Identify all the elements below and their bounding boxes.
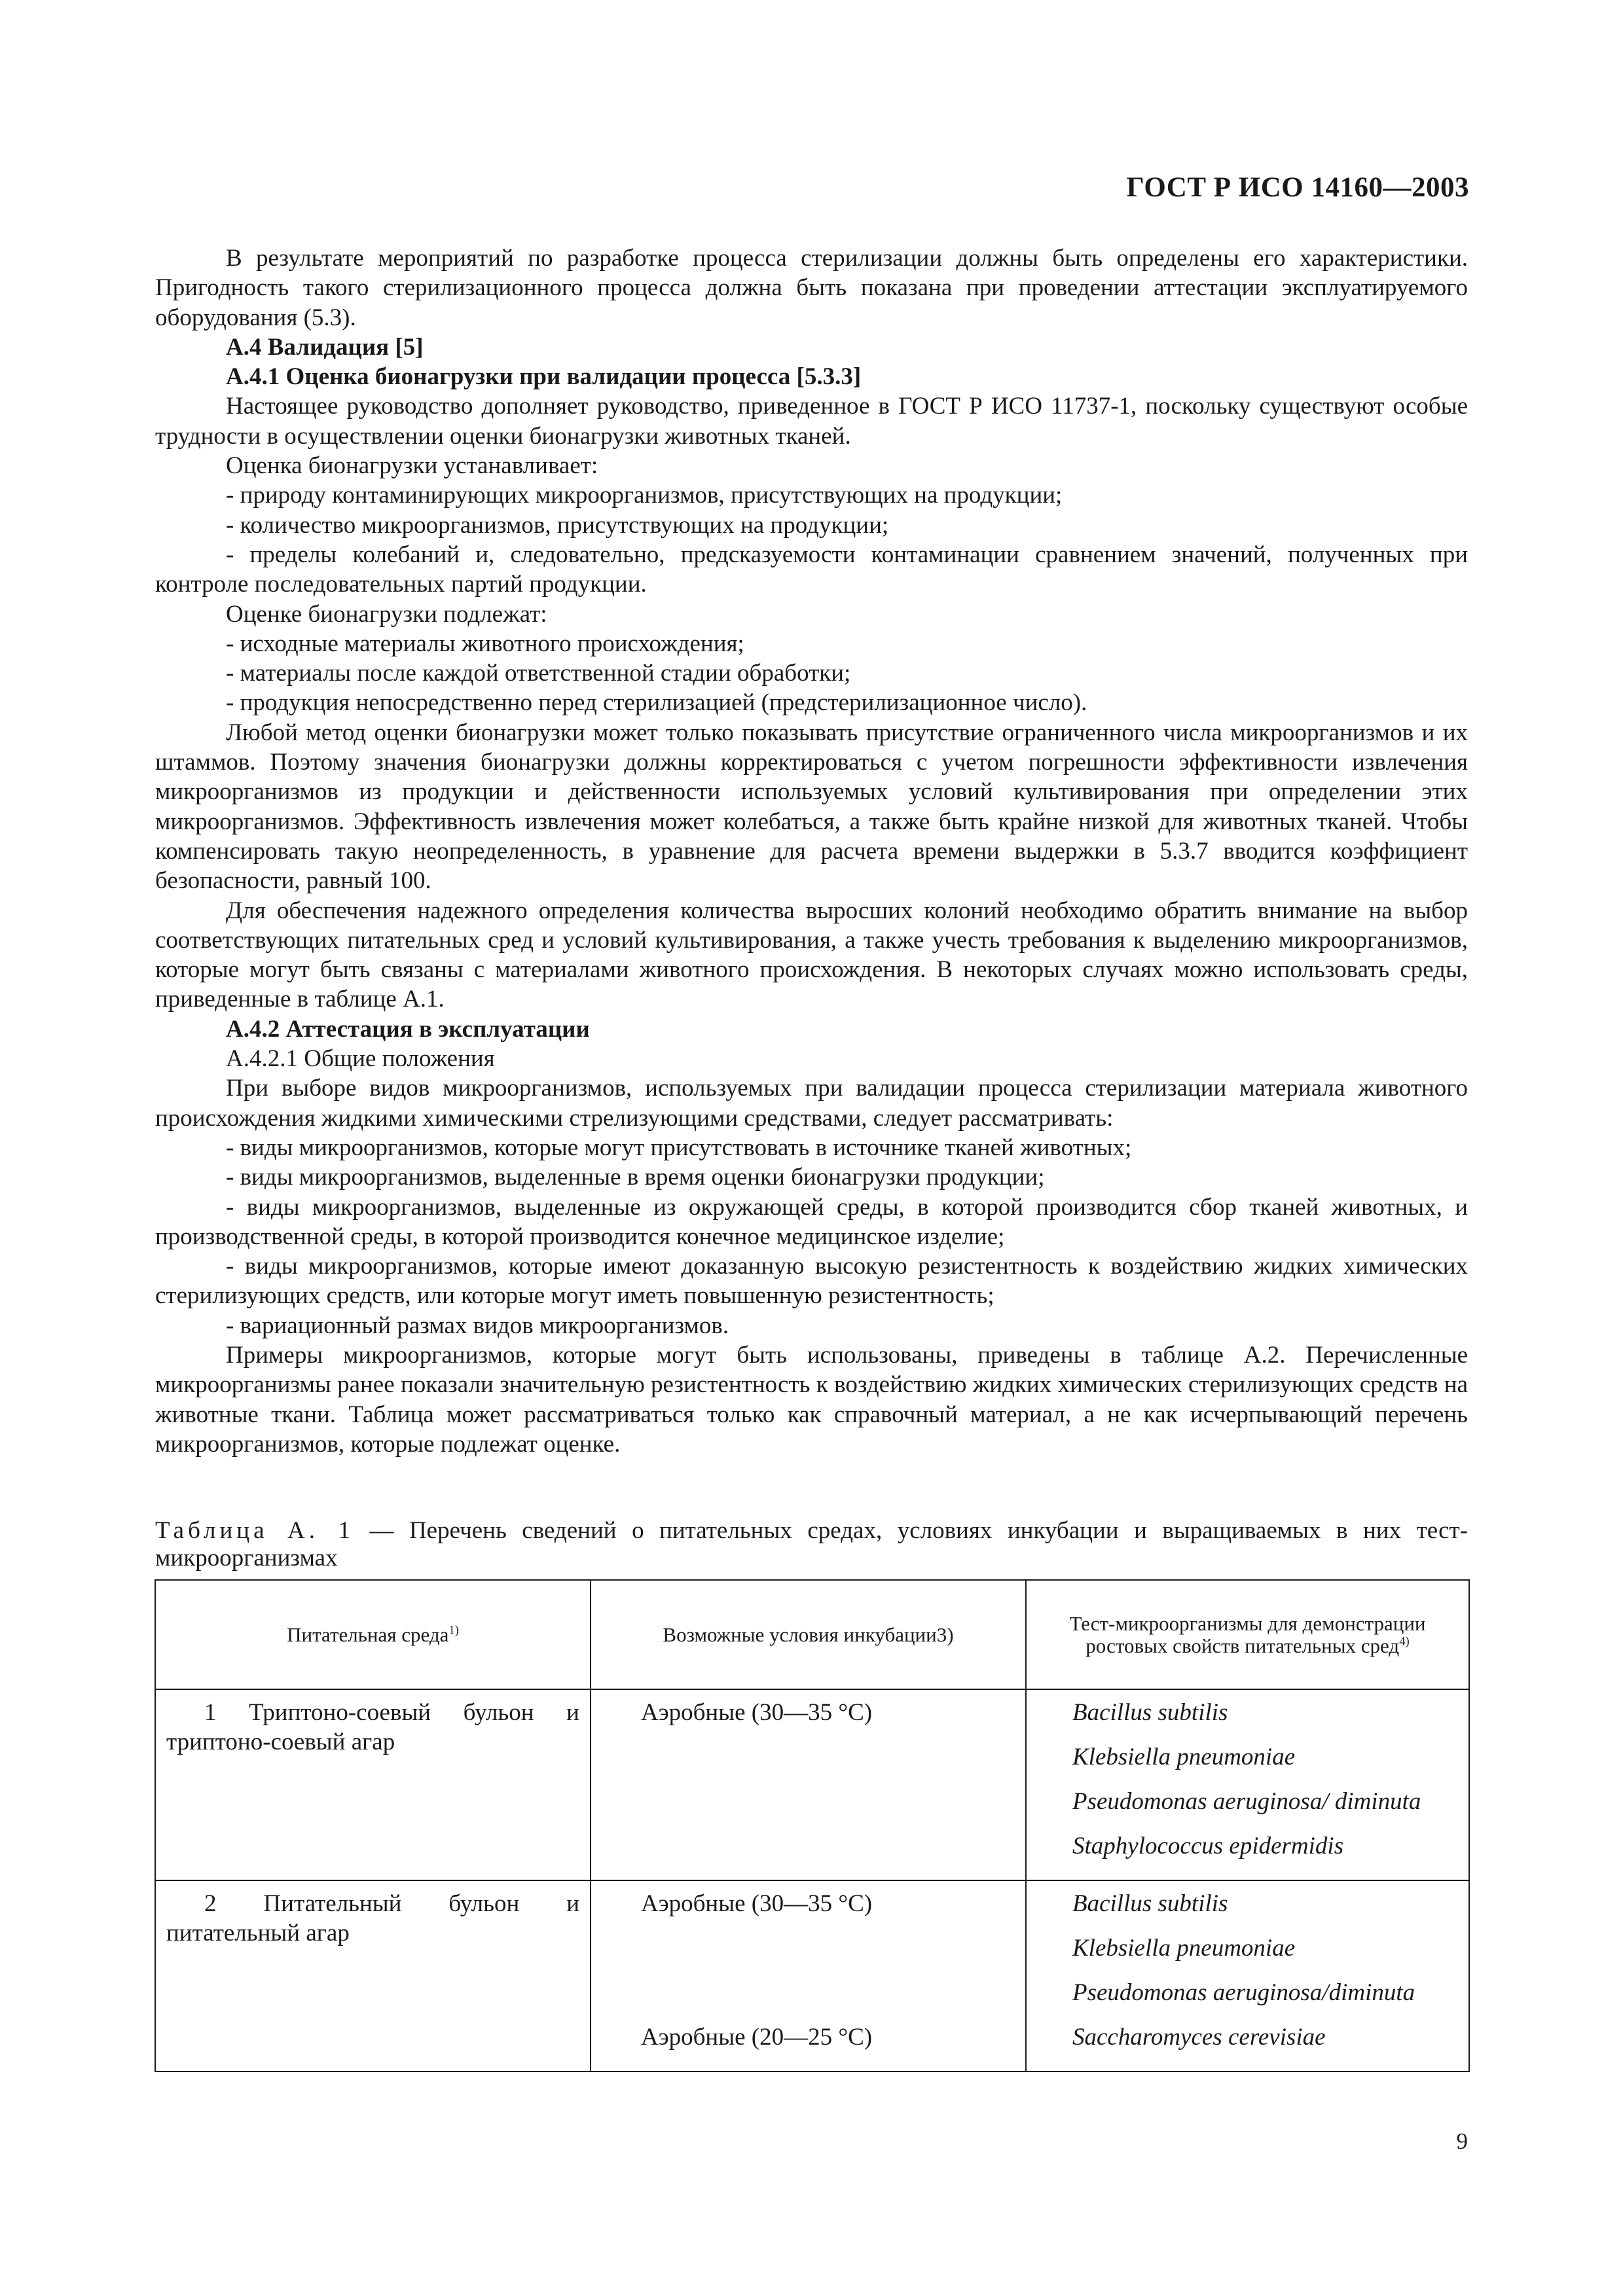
table-caption-text: — Перечень сведений о питательных средах, условиях инкубации и выращиваемых в них тест-микроорганизмах [155, 1517, 1468, 1571]
list-item: - природу контаминирующих микроорганизмов, присутствующих на продукции; [226, 482, 1063, 509]
list-item: - виды микроорганизмов, которые могут присутствовать в источнике тканей животных; [226, 1134, 1132, 1161]
section-heading: А.4.2 Аттестация в эксплуатации [226, 1015, 590, 1043]
main-text [155, 243, 1468, 1459]
section-heading: А.4.1 Оценка бионагрузки при валидации процесса [5.3.3] [226, 363, 862, 391]
header-organisms-label: Тест-микроорганизмы для демонстрации ростовых свойств питательных сред [1069, 1611, 1426, 1657]
header-organisms [1026, 1580, 1469, 1689]
table-header-row [155, 1580, 1469, 1689]
header-medium-label: Питательная среда [287, 1623, 449, 1646]
list-item: - виды микроорганизмов, которые имеют доказанную высокую резистентность к воздействию жидких химических стерилизующих средств, или которые могут иметь повышенную резистентность; [155, 1253, 1468, 1310]
condition [641, 1978, 1015, 2022]
condition: Аэробные (20—25 °С) [641, 2024, 873, 2051]
organism: Klebsiella pneumoniae [1072, 1744, 1296, 1770]
condition: Аэробные (30—35 °С) [641, 1890, 873, 1917]
header-conditions-label: Возможные условия инкубации3) [663, 1623, 954, 1646]
header-medium [155, 1580, 591, 1689]
organism: Bacillus subtilis [1072, 1699, 1228, 1726]
section-heading: А.4 Валидация [5] [226, 333, 424, 361]
list-item: - продукция непосредственно перед стерилизацией (предстерилизационное число). [226, 689, 1087, 717]
footnote-ref: 4) [1399, 1634, 1410, 1649]
paragraph: Настоящее руководство дополняет руководство, приведенное в ГОСТ Р ИСО 11737-1, поскольку существуют особые трудности в осуществлении оценки бионагрузки животных тканей. [155, 393, 1468, 450]
list-item: - материалы после каждой ответственной стадии обработки; [226, 660, 851, 687]
table-row [155, 1880, 1469, 2072]
medium-name: 1 Триптоно-соевый бульон и триптоно-соевый агар [166, 1699, 579, 1755]
paragraph: При выборе видов микроорганизмов, используемых при валидации процесса стерилизации материала животного происхождения жидкими химическими стрелизующими средствами, следует рассматривать: [155, 1075, 1468, 1132]
page-number: 9 [1456, 2128, 1468, 2154]
condition [641, 1831, 1015, 1876]
condition: Аэробные (30—35 °С) [641, 1699, 873, 1726]
organism: Bacillus subtilis [1072, 1890, 1228, 1917]
paragraph: Оценка бионагрузки устанавливает: [226, 452, 598, 480]
media-table [155, 1579, 1470, 2072]
list-item: - исходные материалы животного происхождения; [226, 630, 744, 657]
medium-cell [155, 1689, 591, 1880]
list-item: - пределы колебаний и, следовательно, предсказуемости контаминации сравнением значений, полученных при контроле последовательных партий продукции. [155, 541, 1468, 598]
organism: Klebsiella pneumoniae [1072, 1935, 1296, 1962]
condition [641, 1787, 1015, 1831]
subsection-heading: А.4.2.1 Общие положения [226, 1045, 495, 1073]
list-item: - вариационный размах видов микроорганизмов. [226, 1312, 729, 1339]
footnote-ref: 1) [448, 1623, 459, 1638]
medium-name: 2 Питательный бульон и питательный агар [166, 1890, 579, 1946]
organisms-cell [1026, 1689, 1469, 1880]
paragraph: Любой метод оценки бионагрузки может только показывать присутствие ограниченного числа микроорганизмов и их штаммов. Поэтому значения бионагрузки должны корректироваться с учетом погрешности эффективности извлечения микроорганизмов из продукции и действенности используемых условий культивирования при определении этих микроорганизмов. Эффективность извлечения может колебаться, а также быть крайне низкой для животных тканей. Чтобы компенсировать такую неопределенность, в уравнение для расчета времени выдержки в 5.3.7 вводится коэффициент безопасности, равный 100. [155, 719, 1468, 895]
organism: Staphylococcus epidermidis [1072, 1833, 1344, 1859]
table-row [155, 1689, 1469, 1880]
organism: Pseudomonas aeruginosa/diminuta [1072, 1979, 1415, 2006]
organisms-cell [1026, 1880, 1469, 2072]
table-caption [155, 1517, 1468, 1572]
organism: Pseudomonas aeruginosa/ diminuta [1072, 1788, 1421, 1815]
paragraph: Примеры микроорганизмов, которые могут быть использованы, приведены в таблице А.2. Перечисленные микроорганизмы ранее показали значительную резистентность к воздействию жидких химических стерилизующих средств на животные ткани. Таблица может рассматриваться только как справочный материал, а не как исчерпывающий перечень микроорганизмов, которые подлежат оценке. [155, 1341, 1468, 1458]
list-item: - виды микроорганизмов, выделенные из окружающей среды, в которой производится сбор тканей животных, и производственной среды, в которой производится конечное медицинское изделие; [155, 1193, 1468, 1250]
list-item: - виды микроорганизмов, выделенные в время оценки бионагрузки продукции; [226, 1164, 1045, 1191]
document-code: ГОСТ Р ИСО 14160—2003 [1126, 172, 1469, 203]
paragraph: Для обеспечения надежного определения количества выросших колоний необходимо обратить внимание на выбор соответствующих питательных сред и условий культивирования, а также учесть требования к выделению микроорганизмов, которые могут быть связаны с материалами животного происхождения. В некоторых случаях можно использовать среды, приведенные в таблице А.1. [155, 897, 1468, 1013]
condition [641, 1933, 1015, 1978]
header-conditions [591, 1580, 1026, 1689]
conditions-cell [591, 1880, 1026, 2072]
paragraph: Оценке бионагрузки подлежат: [226, 600, 547, 628]
organism: Saccharomyces cerevisiae [1072, 2024, 1326, 2051]
condition [641, 1742, 1015, 1787]
conditions-cell [591, 1689, 1026, 1880]
list-item: - количество микроорганизмов, присутствующих на продукции; [226, 511, 889, 539]
paragraph: В результате мероприятий по разработке процесса стерилизации должны быть определены его характеристики. Пригодность такого стерилизационного процесса должна быть показана при проведении аттестации эксплуатируемого оборудования (5.3). [155, 245, 1468, 331]
medium-cell [155, 1880, 591, 2072]
table-caption-label: Таблица А. 1 [155, 1517, 354, 1544]
